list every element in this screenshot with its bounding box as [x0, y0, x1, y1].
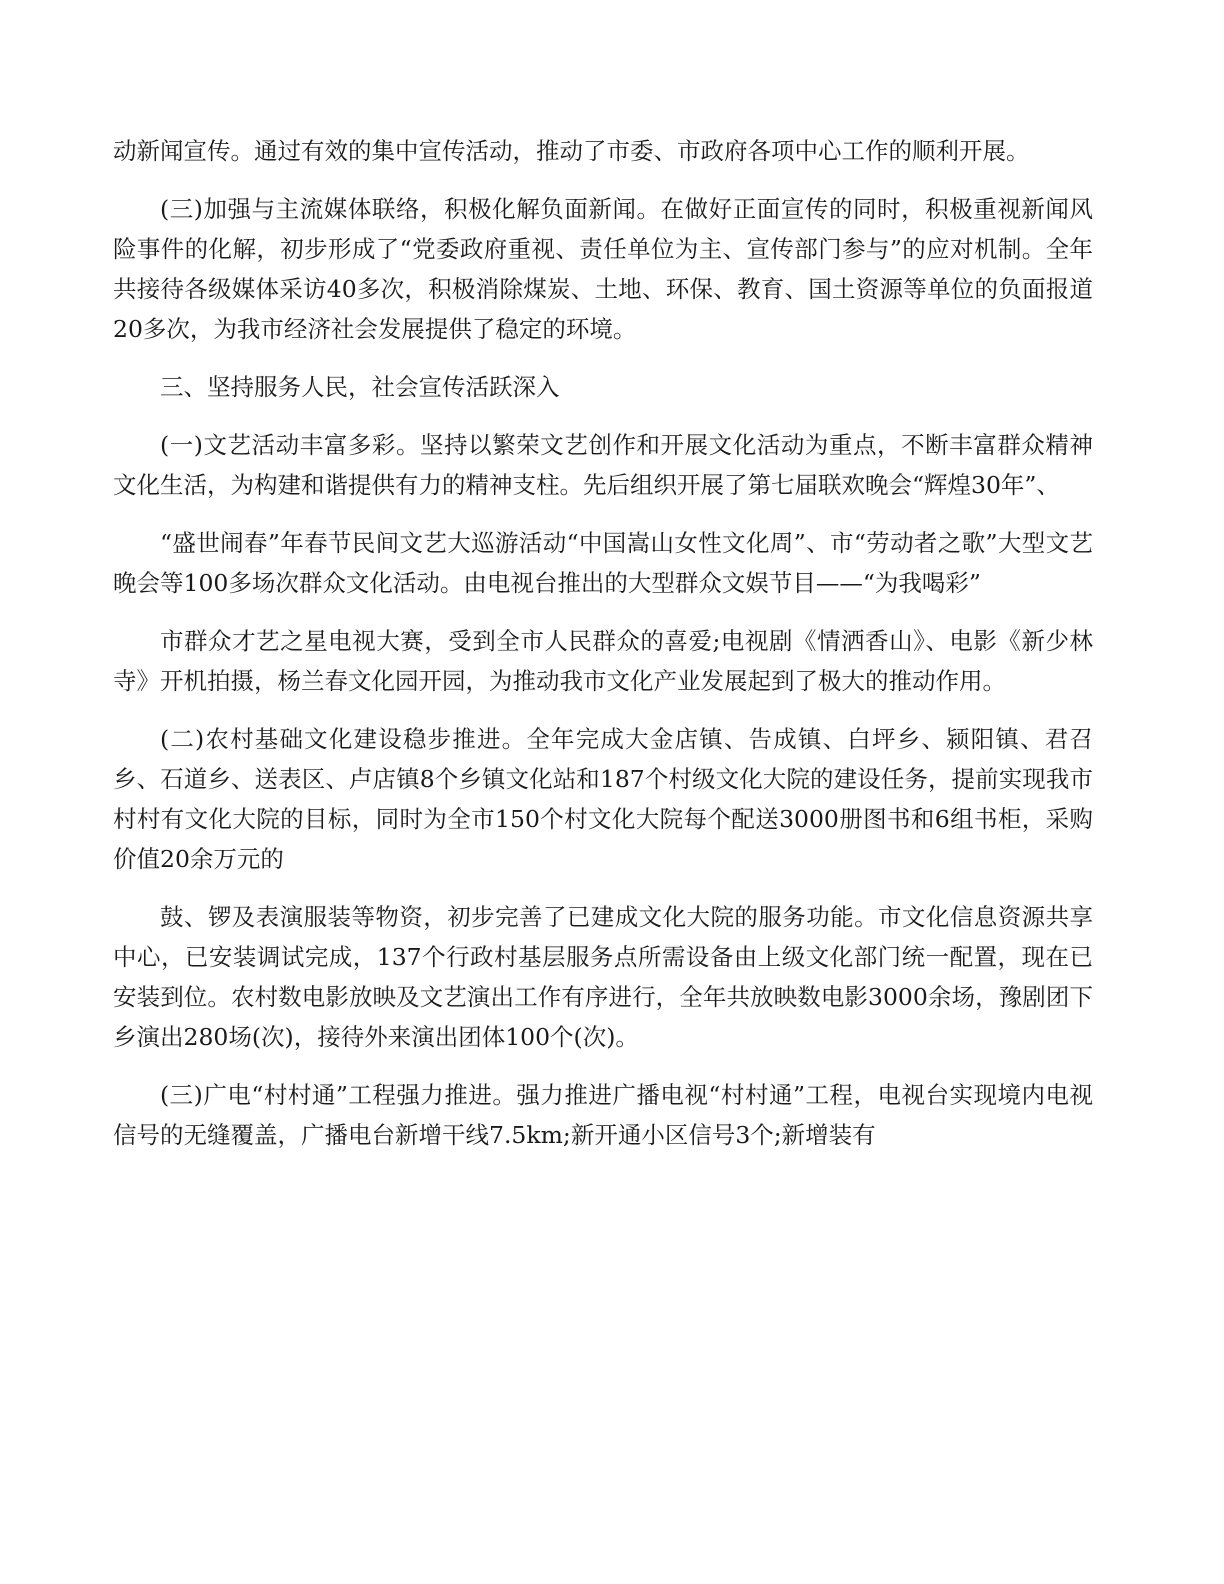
paragraph-cultural-resources: 鼓、锣及表演服装等物资，初步完善了已建成文化大院的服务功能。市文化信息资源共享中心，已安装调试完成，137个行政村基层服务点所需设备由上级文化部门统一配置，现在已安装到位。农村数电影放映及文艺演出工作有序进行，全年共放映数电影3000余场，豫剧团下乡演出280场(次)，接待外来演出团体100个(次)。 [113, 903, 1093, 1051]
paragraph-media-liaison: (三)加强与主流媒体联络，积极化解负面新闻。在做好正面宣传的同时，积极重视新闻风险事件的化解，初步形成了“党委政府重视、责任单位为主、宣传部门参与”的应对机制。全年共接待各级媒体采访40多次，积极消除煤炭、土地、环保、教育、国土资源等单位的负面报道20多次，为我市经济社会发展提供了稳定的环境。 [113, 195, 1093, 343]
paragraph-spring-festival-events: “盛世闹春”年春节民间文艺大巡游活动“中国嵩山女性文化周”、市“劳动者之歌”大型文艺晚会等100多场次群众文化活动。由电视台推出的大型群众文娱节目——“为我喝彩” [113, 529, 1093, 597]
paragraph-arts-activities: (一)文艺活动丰富多彩。坚持以繁荣文艺创作和开展文化活动为重点，不断丰富群众精神文化生活，为构建和谐提供有力的精神支柱。先后组织开展了第七届联欢晚会“辉煌30年”、 [113, 431, 1093, 499]
paragraph-news-publicity-end: 动新闻宣传。通过有效的集中宣传活动，推动了市委、市政府各项中心工作的顺利开展。 [113, 137, 1030, 165]
section-heading-three: 三、坚持服务人民，社会宣传活跃深入 [160, 373, 560, 401]
paragraph-talent-contest: 市群众才艺之星电视大赛，受到全市人民群众的喜爱;电视剧《情洒香山》、电影《新少林寺》开机拍摄，杨兰春文化园开园，为推动我市文化产业发展起到了极大的推动作用。 [113, 627, 1093, 695]
document-page [113, 131, 1093, 1173]
paragraph-village-broadcast: (三)广电“村村通”工程强力推进。强力推进广播电视“村村通”工程，电视台实现境内电视信号的无缝覆盖，广播电台新增干线7.5km;新开通小区信号3个;新增装有 [113, 1081, 1093, 1149]
paragraph-rural-culture-construction: (二)农村基础文化建设稳步推进。全年完成大金店镇、告成镇、白坪乡、颍阳镇、君召乡、石道乡、送表区、卢店镇8个乡镇文化站和187个村级文化大院的建设任务，提前实现我市村村有文化大院的目标，同时为全市150个村文化大院每个配送3000册图书和6组书柜，采购价值20余万元的 [113, 725, 1093, 873]
